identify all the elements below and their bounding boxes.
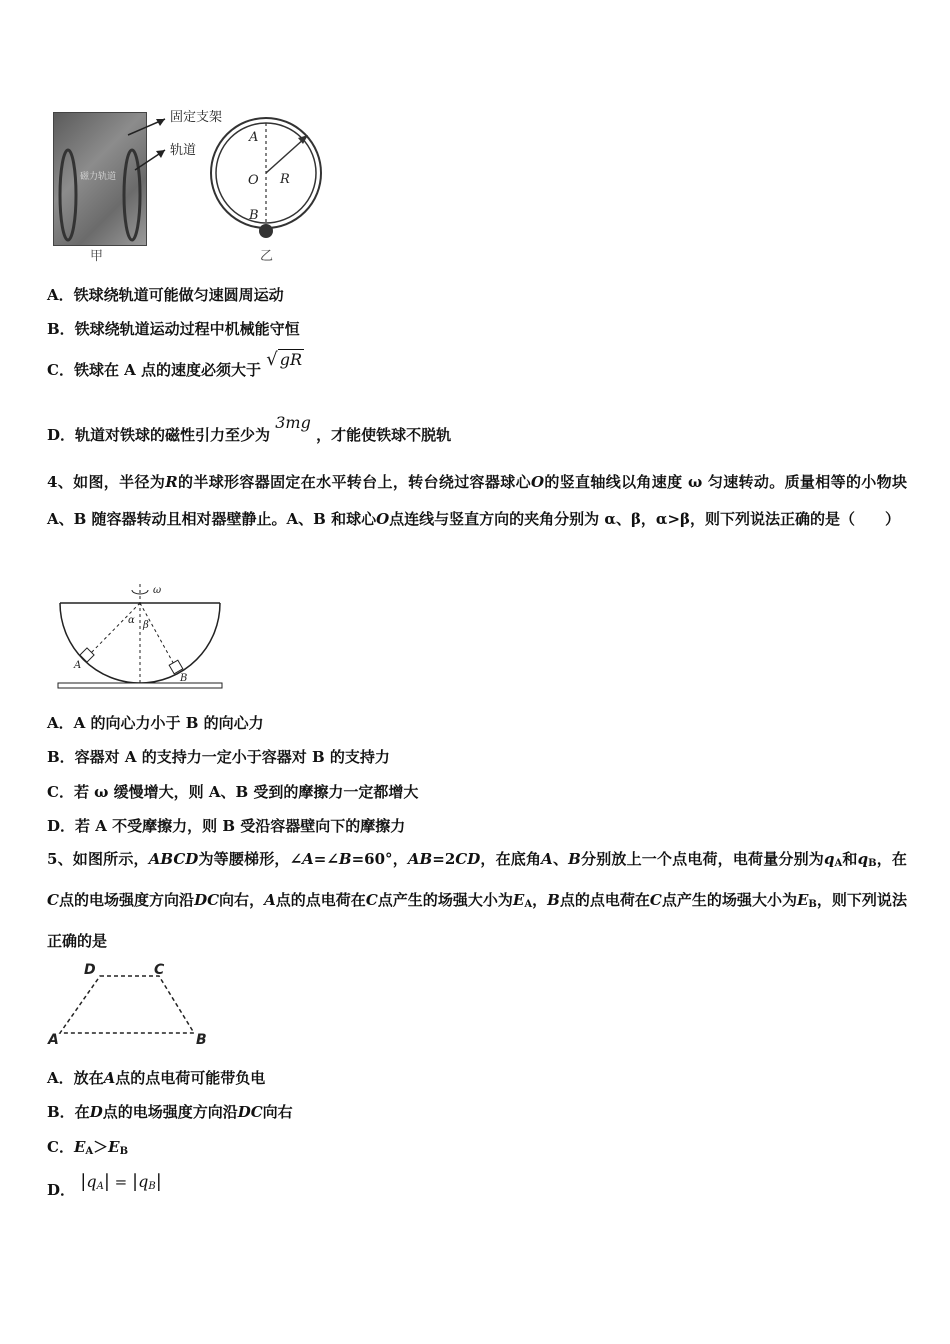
q5-option-d <box>47 1171 162 1205</box>
abs-sub-b: B <box>148 1181 156 1192</box>
iron-ball <box>259 224 273 238</box>
q5-option-c-sub-a: A <box>85 1146 94 1157</box>
q4-var-o: O <box>530 473 545 491</box>
q5-stem-part: 点的电场强度方向沿 <box>58 891 195 909</box>
q4-option-a: A．A 的向心力小于 B 的向心力 <box>47 714 264 732</box>
q5-var: C <box>47 891 59 909</box>
figure-1 <box>40 100 340 270</box>
label-alpha: α <box>128 615 135 626</box>
q5-subscript: A <box>524 899 533 910</box>
figure-trapezoid <box>44 958 224 1050</box>
q4-var-o: O <box>376 510 390 528</box>
label-a: A <box>74 660 82 671</box>
q4-stem-part: 点连线与竖直方向的夹角分别为 α、β，α>β，则下列说法正确的是（ ） <box>389 510 900 528</box>
point-R: R <box>280 172 290 187</box>
q5-option-b-pre: B．在 <box>47 1103 90 1121</box>
q5-var: ABCD <box>148 850 199 868</box>
q5-var: AB <box>407 850 433 868</box>
q5-var: A <box>302 850 314 868</box>
q5-stem-part: 点产生的场强大小为 <box>377 891 513 909</box>
q4-option-b: B．容器对 A 的支持力一定小于容器对 B 的支持力 <box>47 748 390 766</box>
q3-option-c-text: C．铁球在 A 点的速度必须大于 <box>47 361 262 379</box>
q5-var: q <box>823 850 835 868</box>
caption-right: 乙 <box>260 249 274 264</box>
q5-stem-part: 点产生的场强大小为 <box>661 891 797 909</box>
vertex-b: B <box>196 1032 207 1048</box>
q5-stem-part: 分别放上一个点电荷，电荷量分别为 <box>580 850 824 868</box>
q4-option-c: C．若 ω 缓慢增大，则 A、B 受到的摩擦力一定都增大 <box>47 783 419 801</box>
q5-stem-part: =60°， <box>351 850 408 868</box>
sqrt-expression: √ gR <box>266 349 303 370</box>
radius-line <box>266 138 305 173</box>
q5-option-c-ea: E <box>73 1138 86 1156</box>
q5-stem-part: =2 <box>432 850 456 868</box>
q5-var: A <box>541 850 553 868</box>
q5-stem-part: 点的点电荷在 <box>559 891 650 909</box>
abs-q-a: q <box>86 1172 97 1191</box>
vertex-c: C <box>154 962 165 978</box>
point-O: O <box>248 173 259 188</box>
label-track: 轨道 <box>170 143 197 158</box>
line-oa <box>87 603 140 657</box>
photo-label: 磁力轨道 <box>80 172 117 182</box>
q3-option-d-pre: D．轨道对铁球的磁性引力至少为 <box>47 426 271 444</box>
q5-stem-part: 为等腰梯形，∠ <box>198 850 303 868</box>
point-B: B <box>249 208 259 223</box>
q5-stem-part: 向右， <box>219 891 265 909</box>
q5-stem-part: 和 <box>842 850 858 868</box>
q5-stem-part: ，则下列说法正确的是 <box>47 891 907 950</box>
q5-option-c-gt: ＞ <box>93 1138 109 1156</box>
q5-stem-part: ， <box>532 891 548 909</box>
q5-subscript: B <box>868 858 877 869</box>
q5-var: E <box>796 891 809 909</box>
q5-option-b-var2: DC <box>237 1103 263 1121</box>
q5-option-c-eb: E <box>108 1138 120 1156</box>
q4-stem-part: 的竖直轴线以角速度 ω 匀速转动。质量相等的小物块 A、B 随容器转动且相对器壁静止。A、B 和球心 <box>47 473 907 528</box>
q4-stem-part: 的半球形容器固定在水平转台上，转台绕过容器球心 <box>177 473 531 491</box>
q5-option-b-var: D <box>89 1103 103 1121</box>
q3-option-a: A．铁球绕轨道可能做匀速圆周运动 <box>47 286 284 304</box>
turntable <box>58 683 222 688</box>
photo-rings <box>60 150 140 240</box>
label-beta: β <box>143 620 149 631</box>
label-omega: ω <box>153 585 162 596</box>
q3-option-d-math: 3mg <box>275 413 311 432</box>
abs-sub-a: A <box>96 1181 104 1192</box>
q5-var: B <box>568 850 581 868</box>
figure-hemisphere <box>50 578 230 696</box>
q5-var: C <box>649 891 662 909</box>
q5-option-c <box>47 1137 128 1162</box>
vertex-a: A <box>48 1032 59 1048</box>
sqrt-radicand: gR <box>279 350 303 369</box>
block-a <box>80 648 94 662</box>
q5-var: C <box>365 891 378 909</box>
q5-subscript: B <box>808 899 817 910</box>
q5-stem-part: ，在底角 <box>480 850 542 868</box>
q5-option-a-pre: A．放在 <box>47 1069 104 1087</box>
q5-option-c-sub-b: B <box>119 1146 129 1157</box>
q5-option-b <box>47 1102 293 1122</box>
label-bracket: 固定支架 <box>170 110 223 125</box>
q4-stem-part: 4、如图，半径为 <box>47 473 166 491</box>
q5-option-a <box>47 1068 265 1088</box>
line-ob <box>140 603 176 668</box>
q5-var: A <box>264 891 276 909</box>
q3-option-c <box>47 349 304 380</box>
q3-option-b: B．铁球绕轨道运动过程中机械能守恒 <box>47 320 300 338</box>
q5-var: E <box>512 891 525 909</box>
caption-left: 甲 <box>90 249 104 264</box>
q5-option-a-var: A <box>103 1069 116 1087</box>
q4-stem <box>47 464 907 538</box>
q5-var: B <box>338 850 352 868</box>
q5-stem-part: 点的点电荷在 <box>275 891 366 909</box>
label-b: B <box>180 673 188 684</box>
q5-var: B <box>547 891 560 909</box>
q5-stem <box>47 841 907 960</box>
trapezoid <box>60 976 194 1033</box>
abs-q-b: q <box>138 1172 149 1191</box>
point-A: A <box>249 130 259 145</box>
q5-option-d-pre: D． <box>47 1181 76 1199</box>
q5-stem-part: ，在 <box>876 850 907 868</box>
vertex-d: D <box>84 962 96 978</box>
q4-option-d: D．若 A 不受摩擦力，则 B 受沿容器壁向下的摩擦力 <box>47 817 406 835</box>
q5-var: DC <box>194 891 220 909</box>
q4-var-r: R <box>165 473 178 491</box>
q5-subscript: A <box>834 858 843 869</box>
abs-equals: = <box>114 1173 128 1191</box>
q5-stem-part: 5、如图所示， <box>47 850 149 868</box>
q5-option-c-pre: C． <box>47 1138 74 1156</box>
q5-option-b-post: 向右 <box>262 1103 293 1121</box>
q5-option-a-post: 点的点电荷可能带负电 <box>115 1069 266 1087</box>
arrow-track-head <box>156 150 165 158</box>
q5-var: q <box>857 850 869 868</box>
q5-stem-part: =∠ <box>313 850 339 868</box>
abs-equation: $|q_A| = |q_B|$ <box>80 1171 162 1192</box>
q3-option-d-post: ，才能使铁球不脱轨 <box>316 426 452 444</box>
q5-stem-part: 、 <box>552 850 569 868</box>
q3-option-d <box>47 413 452 445</box>
q5-var: CD <box>455 850 481 868</box>
q5-option-b-mid: 点的电场强度方向沿 <box>102 1103 238 1121</box>
